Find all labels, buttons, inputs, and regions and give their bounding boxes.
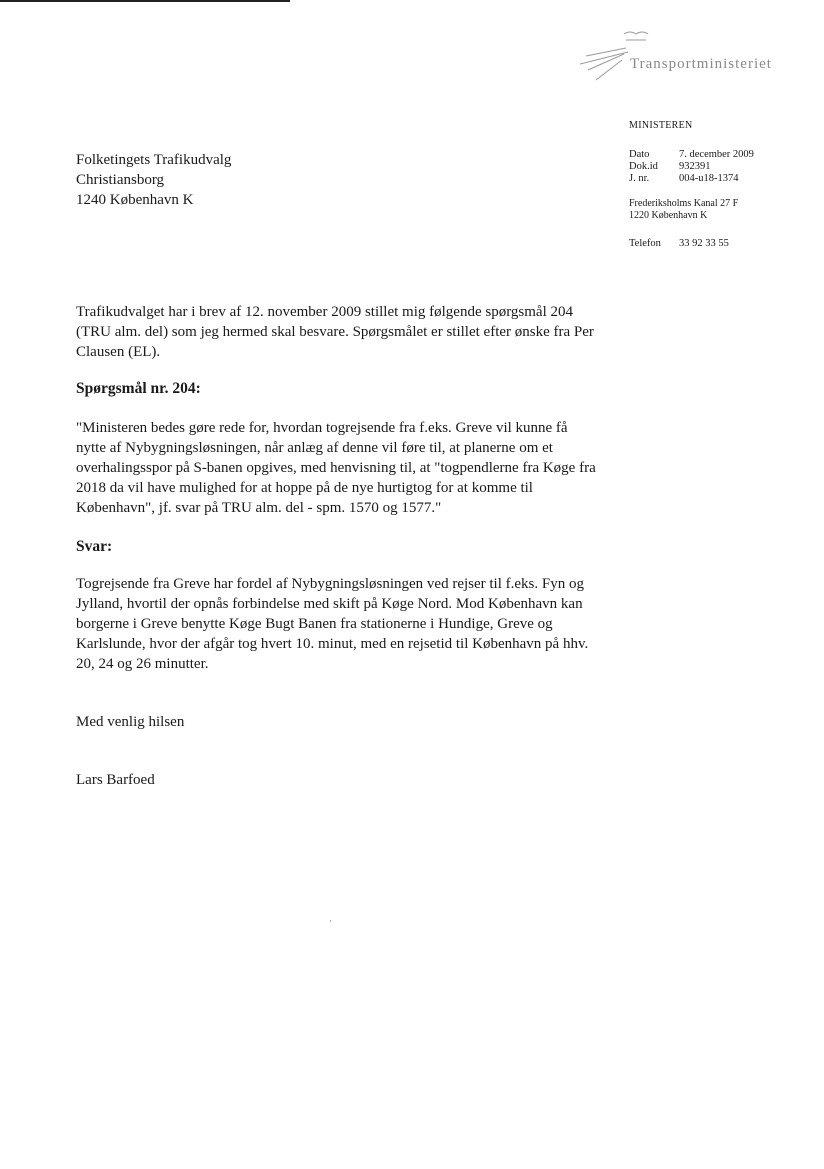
office-title: MINISTEREN xyxy=(629,120,693,131)
document-meta xyxy=(629,149,754,185)
meta-row-docid: Dok.id 932391 xyxy=(629,161,711,172)
signature: Lars Barfoed xyxy=(76,772,155,788)
answer-paragraph: Togrejsende fra Greve har fordel af Nybygningsløsningen ved rejser til f.eks. Fyn og Jylland, hvortil der opnås forbindelse med skift på Køge Nord. Mod København kan borgerne i Greve benytte Køge Bugt Banen fra stationerne i Hundige, Greve og Karlslunde, hvor der afgår tog hvert 10. minut, med en rejsetid til København på hhv. 20, 24 og 26 minutter. xyxy=(76,576,589,672)
ministry-logo xyxy=(566,26,796,96)
meta-row-date: Dato 7. december 2009 xyxy=(629,149,754,160)
intro-paragraph: Trafikudvalget har i brev af 12. november 2009 stillet mig følgende spørgsmål 204 (TRU alm. del) som jeg hermed skal besvare. Spørgsmålet er stillet efter ønske fra Per Clausen (EL). xyxy=(76,304,594,360)
question-paragraph: "Ministeren bedes gøre rede for, hvordan togrejsende fra f.eks. Greve vil kunne få nytte af Nybygningsløsningen, når anlæg af denne vil føre til, at planerne om et overhalingsspor på S-banen opgives, med henvisning til, at "togpendlerne fra Køge fra 2018 da vil have mulighed for at hoppe på de nye hurtigtog for at komme til København", jf. svar på TRU alm. del - spm. 1570 og 1577." xyxy=(76,420,596,516)
ministry-name: Transportministeriet xyxy=(630,56,772,72)
closing: Med venlig hilsen xyxy=(76,714,185,730)
sender-phone: Telefon 33 92 33 55 xyxy=(629,238,729,249)
question-heading: Spørgsmål nr. 204: xyxy=(76,380,201,397)
meta-row-journal: J. nr. 004-u18-1374 xyxy=(629,173,739,184)
recipient-address: Folketingets Trafikudvalg Christiansborg 1240 København K xyxy=(76,152,232,208)
scan-speck xyxy=(330,920,331,922)
sender-address: Frederiksholms Kanal 27 F 1220 København K xyxy=(629,198,739,221)
answer-heading: Svar: xyxy=(76,538,113,555)
page-edge-line xyxy=(0,0,290,2)
